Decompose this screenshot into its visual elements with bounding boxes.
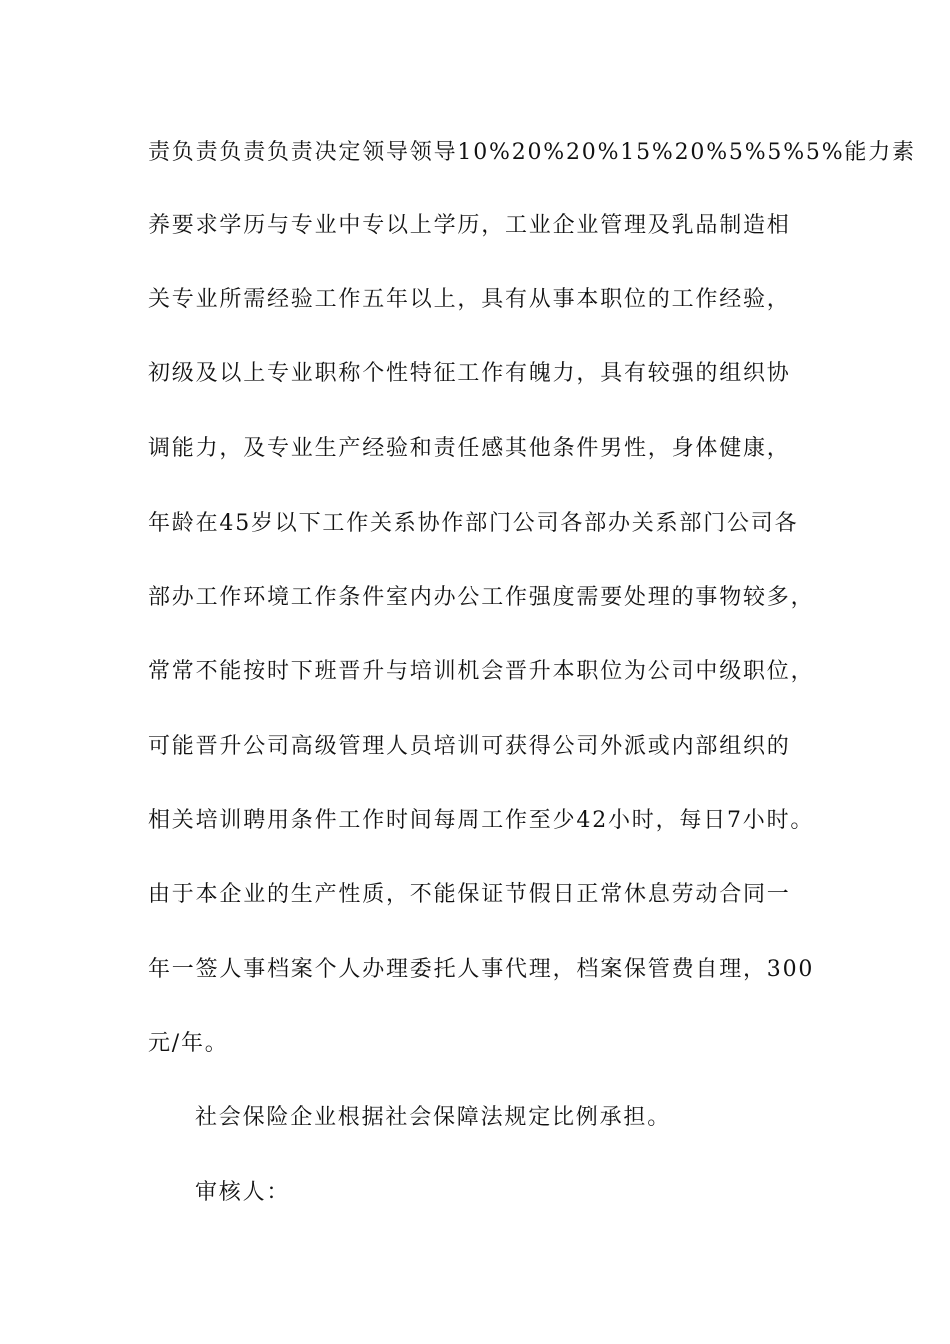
text-line-8: 常常不能按时下班晋升与培训机会晋升本职位为公司中级职位， <box>148 659 815 684</box>
text-line-10: 相关培训聘用条件工作时间每周工作至少42小时，每日7小时。 <box>148 808 815 833</box>
text-line-12: 年一签人事档案个人办理委托人事代理，档案保管费自理，300 <box>148 957 815 982</box>
social-insurance-paragraph: 社会保险企业根据社会保障法规定比例承担。 <box>195 1105 672 1130</box>
text-line-13: 元/年。 <box>148 1031 229 1056</box>
text-line-5: 调能力，及专业生产经验和责任感其他条件男性，身体健康， <box>148 436 791 461</box>
reviewer-label: 审核人： <box>195 1180 291 1205</box>
text-line-2: 养要求学历与专业中专以上学历，工业企业管理及乳品制造相 <box>148 213 791 238</box>
text-line-9: 可能晋升公司高级管理人员培训可获得公司外派或内部组织的 <box>148 734 791 759</box>
text-line-1: 责负责负责负责决定领导领导10%20%20%15%20%5%5%5%能力素 <box>148 140 916 165</box>
text-line-6: 年龄在45岁以下工作关系协作部门公司各部办关系部门公司各 <box>148 511 799 536</box>
text-line-4: 初级及以上专业职称个性特征工作有魄力，具有较强的组织协 <box>148 361 791 386</box>
text-line-3: 关专业所需经验工作五年以上，具有从事本职位的工作经验， <box>148 287 791 312</box>
text-line-11: 由于本企业的生产性质，不能保证节假日正常休息劳动合同一 <box>148 882 791 907</box>
text-line-7: 部办工作环境工作条件室内办公工作强度需要处理的事物较多， <box>148 585 815 610</box>
